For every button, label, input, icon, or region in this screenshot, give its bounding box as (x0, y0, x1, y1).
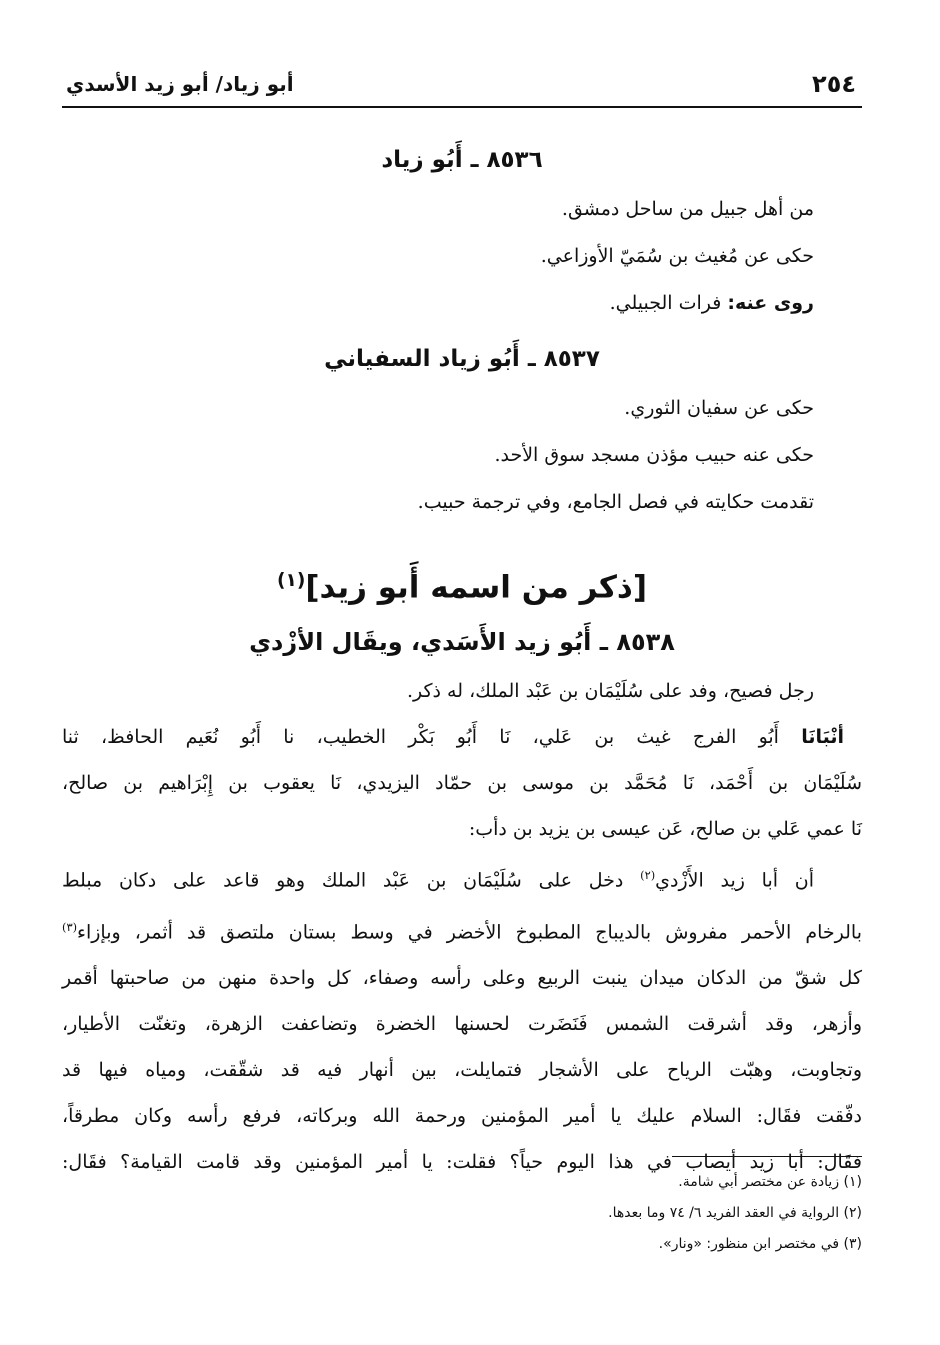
entry-heading: ٨٥٣٦ ـ أَبُو زياد (381, 147, 543, 173)
footnote: (٣) في مختصر ابن منظور: «ونار». (658, 1236, 862, 1252)
story-line: دفّقت فقَال: السلام عليك يا أمير المؤمنين ورحمة الله وبركاته، فرفع رأسه وكان مطرقاً، (62, 1104, 862, 1127)
isnad-line: سُلَيْمَان بن أَحْمَد، نَا مُحَمَّد بن موسى بن حمّاد اليزيدي، نَا يعقوب بن إِبْرَاهيم بن صالح، (62, 772, 862, 795)
entry-8537 (62, 333, 862, 526)
entry-heading: ٨٥٣٧ ـ أَبُو زياد السفياني (324, 346, 600, 372)
narrator-label: روى عنه: (727, 292, 814, 314)
footnotes (62, 1156, 862, 1260)
footnote-marker: (٣) (62, 919, 78, 934)
footnote-marker: (١) (277, 570, 306, 591)
entry-heading: ٨٥٣٨ ـ أَبُو زيد الأَسَدي، ويقَال الأزْدي (249, 628, 675, 657)
isnad-line: أنْبَانَا أَبُو الفرج غيث بن عَلي، نَا أَبُو بَكْر الخطيب، نا أَبُو نُعَيم الحافظ، ثنا (62, 726, 844, 749)
entry-8536 (62, 134, 862, 327)
text-line: حكى عن سفيان الثوري. (624, 397, 814, 419)
running-title: أبو زياد/ أبو زيد الأسدي (66, 72, 294, 96)
section-title: [ذكر من اسمه أَبو زيد]$^{(١)}$ (277, 569, 647, 606)
footnote: (٢) الرواية في العقد الفريد ٦/ ٧٤ وما بعدها. (608, 1205, 862, 1221)
text-line: من أهل جبيل من ساحل دمشق. (561, 198, 814, 220)
story-line: وأزهر، وقد أشرقت الشمس فَنَضَرت لحسنها الخضرة وتضاعفت الزهرة، وتغنّت الأطيار، (62, 1012, 862, 1035)
story-line: وتجاوبت، وهبّت الرياح على الأشجار فتمايلت، بين أنهار فيه قد شقّقت، ومياه فيها قد (62, 1058, 862, 1081)
footnote: (١) زيادة عن مختصر أبي شامة. (678, 1174, 862, 1190)
isnad-label: أنْبَانَا (801, 726, 844, 749)
story-line: بالرخام الأحمر مفروش بالديباج المطبوخ الأخضر في وسط بستان ملتصق قد أثمر، وبإزاء$^{(٣)}$ (62, 919, 862, 943)
story-line: كل شقّ من الدكان ميدان ينبت الربيع وعلى رأسه وصفاء، كل واحدة منهن من صاحبتها أقمر (62, 966, 862, 989)
text-line: روى عنه: فرات الجبيلي. (609, 292, 814, 314)
isnad-line: نَا عمي عَلي بن صالح، عَن عيسى بن يزيد بن دأب: (468, 818, 862, 841)
book-page (62, 62, 862, 1185)
footnote-marker: (٢) (640, 868, 656, 883)
footnote-divider (672, 1156, 862, 1157)
page-number: ٢٥٤ (812, 70, 856, 98)
text-line: حكى عن مُغيث بن سُمَيّ الأوزاعي. (540, 245, 814, 267)
text-line: رجل فصيح، وفد على سُلَيْمَان بن عَبْد الملك، له ذكر. (406, 680, 814, 703)
text-line: حكى عنه حبيب مؤذن مسجد سوق الأحد. (494, 444, 814, 466)
page-header (62, 62, 862, 108)
text-line: تقدمت حكايته في فصل الجامع، وفي ترجمة حبيب. (417, 491, 814, 513)
story-line: أن أبا زيد الأَزْدي$^{(٢)}$ دخل على سُلَيْمَان بن عَبْد الملك وهو قاعد على دكان مبلط (62, 868, 815, 892)
story-line: فقَال: أبا زيد أيصاب في هذا اليوم حياً؟ فقلت: يا أمير المؤمنين وقد قامت القيامة؟ فقَال: (62, 1150, 862, 1173)
entry-8538 (62, 616, 862, 1185)
